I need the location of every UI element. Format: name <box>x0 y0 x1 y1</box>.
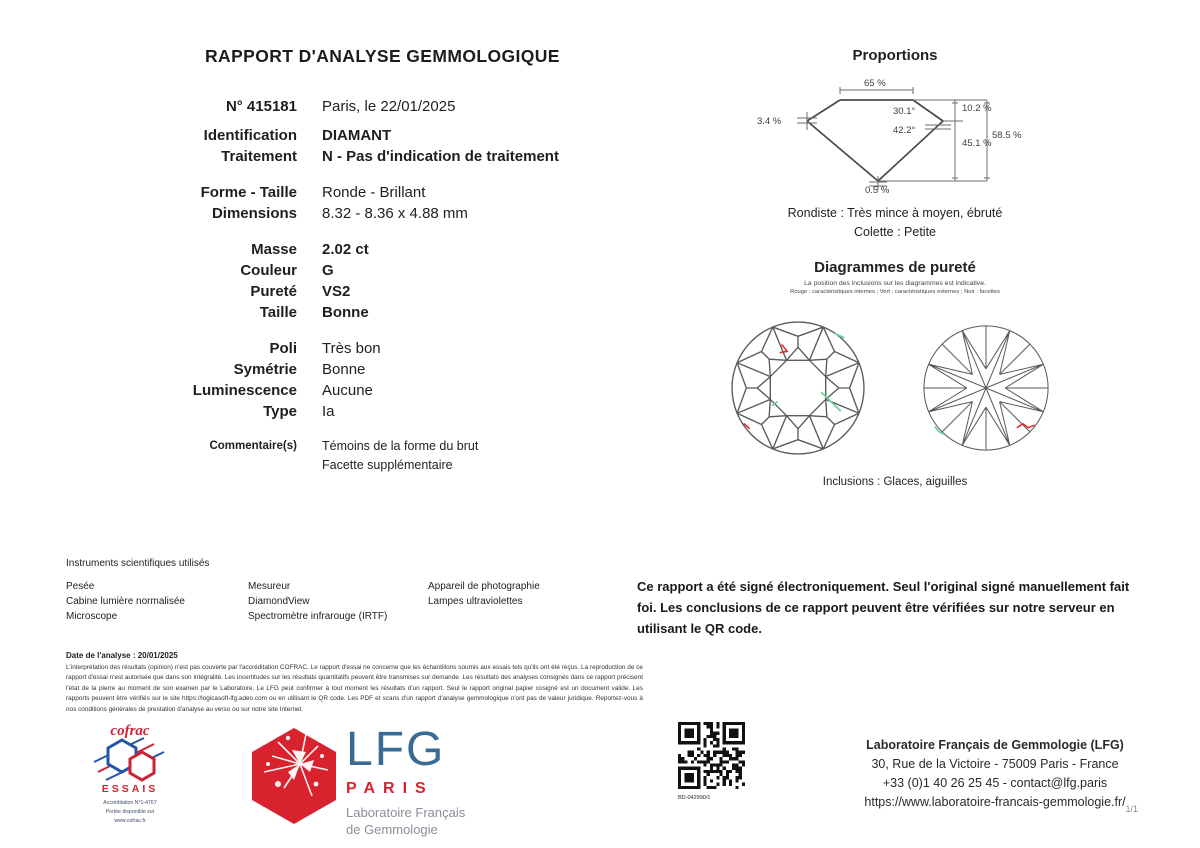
field-value: DIAMANT <box>322 127 392 144</box>
lfg-name-line2: de Gemmologie <box>346 822 438 837</box>
instrument-item: Mesureur <box>248 581 291 592</box>
page-title: RAPPORT D'ANALYSE GEMMOLOGIQUE <box>205 46 560 66</box>
crown-height-label: 10.2 % <box>962 103 992 114</box>
field-label: Luminescence <box>192 382 297 399</box>
inclusions-summary: Inclusions : Glaces, aiguilles <box>822 476 968 488</box>
field-row-commentaires <box>65 437 605 475</box>
field-value: Aucune <box>322 382 373 399</box>
field-row-couleur <box>65 260 605 281</box>
field-row-poli <box>65 338 605 359</box>
table-pct-label: 65 % <box>864 78 886 89</box>
field-label: Masse <box>251 241 297 258</box>
instruments-title: Instruments scientifiques utilisés <box>66 558 210 569</box>
field-value <box>322 437 478 475</box>
instrument-item: Appareil de photographie <box>428 581 540 592</box>
lfg-name-line1: Laboratoire Français <box>346 805 466 820</box>
field-row-taille <box>65 302 605 323</box>
instruments-col-1 <box>66 579 185 624</box>
cofrac-site: www.cofrac.fr <box>114 817 146 824</box>
field-value: Ia <box>322 403 335 420</box>
field-label: Traitement <box>221 148 297 165</box>
field-label: Symétrie <box>233 361 297 378</box>
pavilion-depth-label: 45.1 % <box>962 138 992 149</box>
instruments-col-2 <box>248 579 387 624</box>
inclusion-mark-green <box>935 426 944 434</box>
qr-code-block <box>678 722 748 801</box>
clarity-plot-pavilion-view <box>922 324 1050 452</box>
lab-address-block <box>845 736 1145 812</box>
instrument-item: Spectromètre infrarouge (IRTF) <box>248 611 388 622</box>
instrument-item: Microscope <box>66 611 118 622</box>
lfg-acronym: LFG <box>346 723 446 776</box>
crown-angle-label: 30.1° <box>893 106 916 117</box>
pavilion-angle-label: 42.2° <box>893 125 916 136</box>
field-row-purete <box>65 281 605 302</box>
address-line: 30, Rue de la Victoire - 75009 Paris - France <box>871 757 1119 771</box>
proportions-title: Proportions <box>852 47 938 64</box>
field-label: Couleur <box>240 262 297 279</box>
field-value: VS2 <box>322 283 351 300</box>
field-label: Type <box>263 403 297 420</box>
lfg-wordmark-block <box>346 722 465 838</box>
instrument-item: Lampes ultraviolettes <box>428 596 523 607</box>
instrument-item: Pesée <box>66 581 95 592</box>
address-line: +33 (0)1 40 26 25 45 - contact@lfg.paris <box>882 776 1108 790</box>
proportions-section-title-wrap <box>745 47 1045 65</box>
address-line: https://www.laboratoire-francais-gemmologie.fr/ <box>864 795 1126 809</box>
field-value: Bonne <box>322 304 369 321</box>
field-row-symetrie <box>65 359 605 380</box>
field-row-identification <box>65 125 605 146</box>
field-label: Poli <box>269 340 297 357</box>
clarity-note-2: Rouge : caractéristiques internes ; Vert : caractéristiques externes ; Noir : facettes <box>790 289 1000 295</box>
instrument-item: DiamondView <box>248 596 310 607</box>
signature-note: Ce rapport a été signé électroniquement. Seul l'original signé manuellement fait foi. Les conclusions de ce rapport peuvent être vérifiées sur notre serveur en utilisant le QR code. <box>637 579 1130 636</box>
field-label: Forme - Taille <box>200 184 297 201</box>
culet-pct-label: 0.5 % <box>865 185 890 196</box>
girdle-description: Rondiste : Très mince à moyen, ébruté <box>787 206 1003 220</box>
field-row-traitement <box>65 146 605 167</box>
field-value: G <box>322 262 334 279</box>
total-depth-label: 58.5 % <box>992 130 1022 141</box>
field-label: Dimensions <box>211 205 297 222</box>
field-label: Commentaire(s) <box>209 440 297 452</box>
field-row-forme <box>65 182 605 203</box>
cofrac-logo <box>84 722 176 794</box>
field-label: Taille <box>259 304 297 321</box>
field-value: Bonne <box>322 361 366 378</box>
field-label: N° 415181 <box>225 98 297 115</box>
inclusion-marks-pavilion <box>935 424 1035 434</box>
clarity-title: Diagrammes de pureté <box>814 259 976 276</box>
field-label: Identification <box>203 127 297 144</box>
report-fields <box>65 96 605 475</box>
svg-text:cofrac: cofrac <box>110 723 150 739</box>
field-value: Paris, le 22/01/2025 <box>322 98 456 115</box>
field-value: Très bon <box>322 340 381 357</box>
clarity-section-title-wrap <box>745 259 1045 277</box>
field-row-number <box>65 96 605 117</box>
lfg-city: PARIS <box>346 780 434 797</box>
field-label: Pureté <box>250 283 297 300</box>
field-value: N - Pas d'indication de traitement <box>322 148 559 165</box>
field-value: 8.32 - 8.36 x 4.88 mm <box>322 205 468 222</box>
instruments-col-3 <box>428 579 540 609</box>
clarity-plot-crown-view <box>730 320 866 456</box>
girdle-pct-label: 3.4 % <box>757 116 782 127</box>
address-line: Laboratoire Français de Gemmologie (LFG) <box>866 738 1124 752</box>
cofrac-accreditation: Accréditation N°1-4767 <box>103 800 157 806</box>
lfg-hexagon-logo <box>248 726 340 826</box>
svg-text:ESSAIS: ESSAIS <box>101 783 159 794</box>
legal-disclaimer: L'interprétation des résultats (opinion) n'est pas couverte par l'accréditation COFRAC. Le rapport d'essai ne concerne que les échantillons soumis aux essais tels qu'ils ont été reçus. La reproduction de ce rapport d'essai n'est autorisée que dans son intégralité. Les incertitudes sur les résultats quantitatifs peuvent être transmises sur demande. Les résultats des analyses consignés dans ce rapport précisent l'état de la pierre au moment de son examen par le Laboratoire. Le LFG peut confirmer à tout moment les résultats d'un rapport. Seul le rapport original papier cosigné est un document valide. Les rapports peuvent être vérifiés sur le site https://logicasoft-lfg.adeo.com ou en utilisant le QR code. Les PDF et scans d'un rapport d'analyse gemmologique n'ont pas de valeur juridique. Reportez-vous à nos conditions générales de prestation d'analyse au verso ou sur notre site Internet. <box>66 664 643 713</box>
comment-line-2: Facette supplémentaire <box>322 458 453 472</box>
cofrac-portee: Portée disponible sur <box>105 808 155 815</box>
field-row-masse <box>65 239 605 260</box>
analysis-date: Date de l'analyse : 20/01/2025 <box>66 651 178 660</box>
cofrac-logo-block <box>84 722 176 826</box>
field-row-dimensions <box>65 203 605 224</box>
qr-code-label: BD-042990/1 <box>678 795 711 801</box>
lfg-name <box>346 804 465 838</box>
field-row-luminescence <box>65 380 605 401</box>
culet-description: Colette : Petite <box>854 225 936 239</box>
page-number: 1/1 <box>1125 804 1138 814</box>
clarity-note-1: La position des inclusions sur les diagrammes est indicative. <box>804 280 986 287</box>
diamond-profile-diagram <box>745 76 1045 206</box>
field-row-type <box>65 401 605 422</box>
field-value: 2.02 ct <box>322 241 369 258</box>
comment-line-1: Témoins de la forme du brut <box>322 439 479 453</box>
instrument-item: Cabine lumière normalisée <box>66 596 185 607</box>
field-value: Ronde - Brillant <box>322 184 426 201</box>
qr-code <box>678 722 745 789</box>
inclusion-marks-crown <box>744 334 845 429</box>
